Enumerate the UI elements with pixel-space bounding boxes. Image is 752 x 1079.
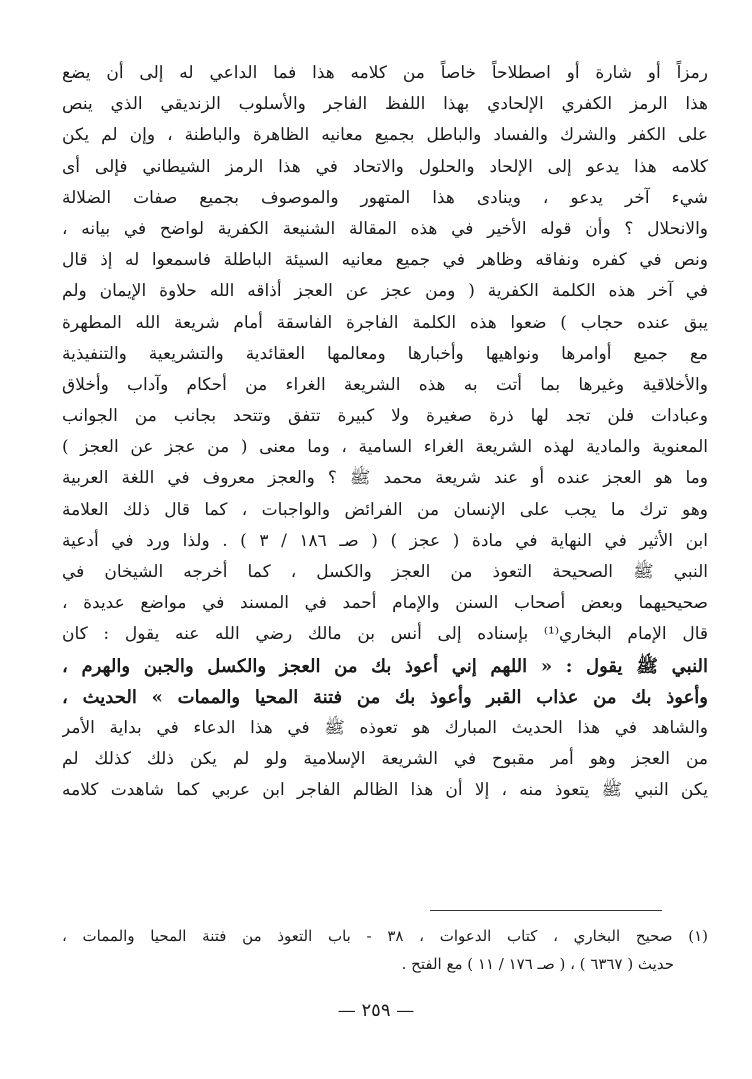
- text-line-8: في آخر هذه الكلمة الكفرية ( ومن عجز عن العجز أذاقه الله حلاوة الإيمان ولم: [62, 281, 708, 302]
- text-line-7: ونص في كفره ونفاقه وظاهر في جميع معانيه السيئة الباطلة فاسمعوا له إذ قال: [62, 250, 708, 271]
- text-line-1: رمزاً أو شارة أو اصطلاحاً خاصاً من كلامه هذا فما الداعي له إلى أن يضع: [62, 63, 708, 83]
- text-line-12: وعبادات فلن تجد لها ذرة صغيرة ولا كبيرة تتفق وتتحد بجانب من الجوانب: [62, 406, 708, 427]
- text-line-13: المعنوية والمادية لهذه الشريعة الغراء السامية ، وما معنى ( من عجز عن العجز ): [62, 437, 708, 458]
- text-line-23: من العجز وهو أمر مقبوح في الشريعة الإسلامية ولو لم يكن ذلك كذلك لم: [62, 749, 708, 770]
- page-number: — ٢٥٩ —: [337, 1000, 415, 1021]
- text-line-11: والأخلاقية وغيرها بما أتت به هذه الشريعة الغراء من أحكام وآداب وأخلاق: [62, 374, 708, 395]
- text-line-4: كلامه هذا يدعو إلى الإلحاد والحلول والاتحاد في هذا الرمز الشيطاني فإلى أى: [62, 156, 708, 177]
- text-line-18: صحيحيهما وبعض أصحاب السنن والإمام أحمد في المسند في مواضع عديدة ،: [62, 593, 708, 614]
- text-line-3: على الكفر والشرك والفساد والباطل بجميع معانيه الظاهرة والباطنة ، وإن لم يكن: [62, 125, 708, 146]
- text-line-10: مع جميع أوامرها ونواهيها وأخبارها ومعالمها العقائدية والتشريعية والتنفيذية: [62, 343, 708, 364]
- text-line-5: شيء آخر يدعو ، وينادى هذا المتهور والموصوف بجميع صفات الضلالة: [62, 187, 708, 208]
- footnote-line-1: (١) صحيح البخاري ، كتاب الدعوات ، ٣٨ - باب التعوذ من فتنة المحيا والممات ،: [62, 927, 708, 945]
- footnote-line-2: حديث ( ٦٣٦٧ ) ، ( صـ ١٧٦ / ١١ ) مع الفتح .: [401, 955, 674, 973]
- hadith-line-1: النبي ﷺ يقول : « اللهم إني أعوذ بك من العجز والكسل والجبن والهرم ،: [62, 655, 708, 677]
- text-line-9: يبق عنده حجاب ) ضعوا هذه الكلمة الفاجرة الفاسقة أمام شريعة الله المطهرة: [62, 312, 708, 333]
- text-line-15: وهو ترك ما يجب على الإنسان من الفرائض والواجبات ، كما قال ذلك العلامة: [62, 499, 708, 520]
- hadith-line-2: وأعوذ بك من عذاب القبر وأعوذ بك من فتنة المحيا والممات » الحديث ،: [62, 686, 708, 708]
- text-line-17: النبي ﷺ الصحيحة التعوذ من العجز والكسل ، كما أخرجه الشيخان في: [62, 562, 708, 582]
- text-line-24: يكن النبي ﷺ يتعوذ منه ، إلا أن هذا الظالم الفاجر ابن عربي كما شاهدت كلامه: [62, 780, 708, 801]
- text-line-16: ابن الأثير في النهاية في مادة ( عجز ) ( صـ ١٨٦ / ٣ ) . ولذا ورد في أدعية: [62, 530, 708, 551]
- text-line-22: والشاهد في هذا الحديث المبارك هو تعوذه ﷺ في هذا الدعاء في بداية الأمر: [62, 717, 708, 738]
- footnote-divider: [430, 910, 662, 911]
- text-line-19: قال الإمام البخاري⁽¹⁾ بإسناده إلى أنس بن مالك رضي الله عنه يقول : كان: [62, 624, 708, 645]
- text-line-14: وما هو العجز عنده أو عند شريعة محمد ﷺ ؟ والعجز معروف في اللغة العربية: [62, 468, 708, 489]
- main-text: [62, 58, 708, 807]
- text-line-6: والانحلال ؟ وأن قوله الأخير في هذه المقالة الشنيعة الكفرية لواضح في بيانه ،: [62, 218, 708, 239]
- text-line-2: هذا الرمز الكفري الإلحادي بهذا اللفظ الفاجر والأسلوب الزنديقي الذي ينص: [62, 94, 708, 115]
- footnote: [62, 922, 708, 978]
